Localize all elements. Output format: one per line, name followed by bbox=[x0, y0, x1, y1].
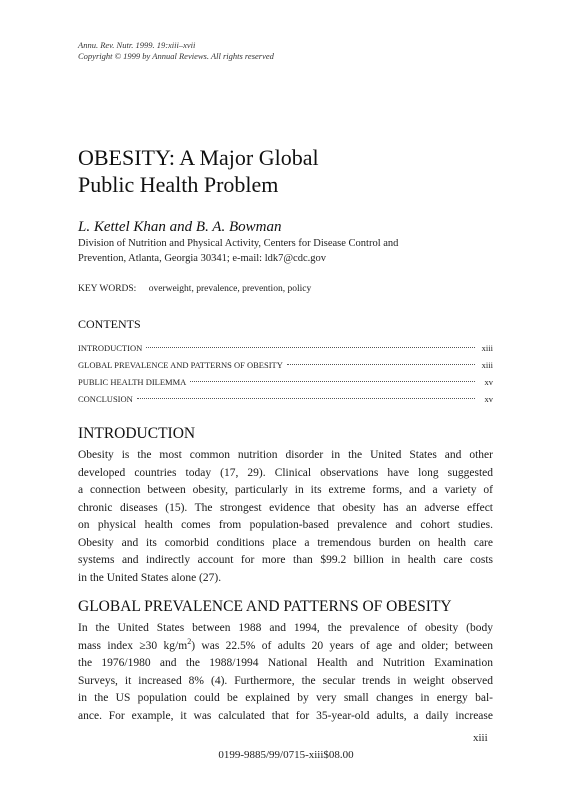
section-heading-global-prevalence: GLOBAL PREVALENCE AND PATTERNS OF OBESITY bbox=[78, 598, 452, 615]
toc-entry-label: CONCLUSION bbox=[78, 394, 133, 404]
paragraph-line: on physical health comes from population-based prevalence and cohort studies. bbox=[78, 519, 493, 531]
toc-entry-label: PUBLIC HEALTH DILEMMA bbox=[78, 377, 187, 387]
article-code-footer: 0199-9885/99/0715-xiii$08.00 bbox=[218, 749, 354, 761]
toc-leader-dots bbox=[190, 381, 475, 382]
paragraph-line: in the United States alone (27). bbox=[78, 571, 222, 584]
paragraph-line: a connection between obesity, particularly in its extreme forms, and a variety of bbox=[78, 484, 493, 496]
toc-entry-conclusion[interactable] bbox=[78, 391, 493, 408]
paragraph-line: developed countries today (17, 29). Clinical observations have long suggested bbox=[78, 466, 493, 479]
table-of-contents bbox=[78, 340, 493, 408]
contents-heading: CONTENTS bbox=[78, 317, 141, 331]
toc-entry-public-health-dilemma[interactable] bbox=[78, 374, 493, 391]
section-heading-introduction: INTRODUCTION bbox=[78, 425, 196, 442]
toc-entry-introduction[interactable] bbox=[78, 340, 493, 357]
journal-citation: Annu. Rev. Nutr. 1999. 19:xiii–xvii bbox=[78, 40, 196, 50]
article-title bbox=[78, 144, 498, 198]
author-affiliation bbox=[78, 237, 498, 266]
paragraph-line: Surveys, it increased 8% (4). Furthermore, the secular trends in weight observed bbox=[78, 674, 493, 687]
toc-entry-label: INTRODUCTION bbox=[78, 343, 143, 353]
paragraph-line: Obesity is the most common nutrition disorder in the United States and other bbox=[78, 449, 493, 461]
paragraph-line: In the United States between 1988 and 1994, the prevalence of obesity (body bbox=[78, 622, 493, 634]
toc-entry-page: xiii bbox=[481, 343, 493, 353]
paragraph-line bbox=[78, 638, 493, 656]
paragraph-line: Obesity and its comorbid conditions place a tremendous burden on health care bbox=[78, 536, 493, 549]
article-title-line-2: Public Health Problem bbox=[78, 172, 279, 197]
affiliation-line-1: Division of Nutrition and Physical Activity, Centers for Disease Control and bbox=[78, 238, 399, 249]
paragraph-line: the 1976/1980 and the 1988/1994 National Health and Nutrition Examination bbox=[78, 657, 493, 669]
superscript-exponent: 2 bbox=[187, 636, 192, 646]
paragraph-line: ance. For example, it was calculated that for 35-year-old adults, a daily increase bbox=[78, 709, 493, 722]
paragraph-line: chronic diseases (15). The strongest evidence that obesity has an adverse effect bbox=[78, 501, 493, 514]
bmi-text: mass index ≥30 kg/m bbox=[78, 639, 188, 652]
keywords-text: overweight, prevalence, prevention, policy bbox=[148, 284, 312, 294]
affiliation-line-2: Prevention, Atlanta, Georgia 30341; e-mail: ldk7@cdc.gov bbox=[78, 252, 327, 264]
keywords-label: KEY WORDS: bbox=[78, 284, 137, 294]
copyright-notice: Copyright © 1999 by Annual Reviews. All rights reserved bbox=[78, 51, 274, 61]
toc-leader-dots bbox=[287, 364, 475, 365]
global-prevalence-paragraph bbox=[78, 620, 493, 725]
article-title-line-1: OBESITY: A Major Global bbox=[78, 145, 319, 170]
author-list: L. Kettel Khan and B. A. Bowman bbox=[78, 219, 282, 235]
toc-entry-page: xv bbox=[484, 394, 493, 404]
introduction-paragraph bbox=[78, 447, 493, 587]
toc-entry-page: xiii bbox=[481, 360, 493, 370]
toc-entry-label: GLOBAL PREVALENCE AND PATTERNS OF OBESITY bbox=[78, 360, 283, 370]
toc-leader-dots bbox=[146, 347, 475, 348]
keywords bbox=[78, 283, 311, 295]
paragraph-line: systems and indirectly account for more than $99.2 billion in health care costs bbox=[78, 554, 493, 566]
prevalence-text: ) was 22.5% of adults 20 years of age and older; between bbox=[191, 639, 493, 652]
toc-entry-global-prevalence[interactable] bbox=[78, 357, 493, 374]
running-header bbox=[78, 40, 274, 62]
paragraph-line: in the US population could be explained by very small changes in energy bal- bbox=[78, 692, 493, 704]
page-number: xiii bbox=[473, 732, 488, 744]
toc-leader-dots bbox=[137, 398, 475, 399]
toc-entry-page: xv bbox=[484, 377, 493, 387]
